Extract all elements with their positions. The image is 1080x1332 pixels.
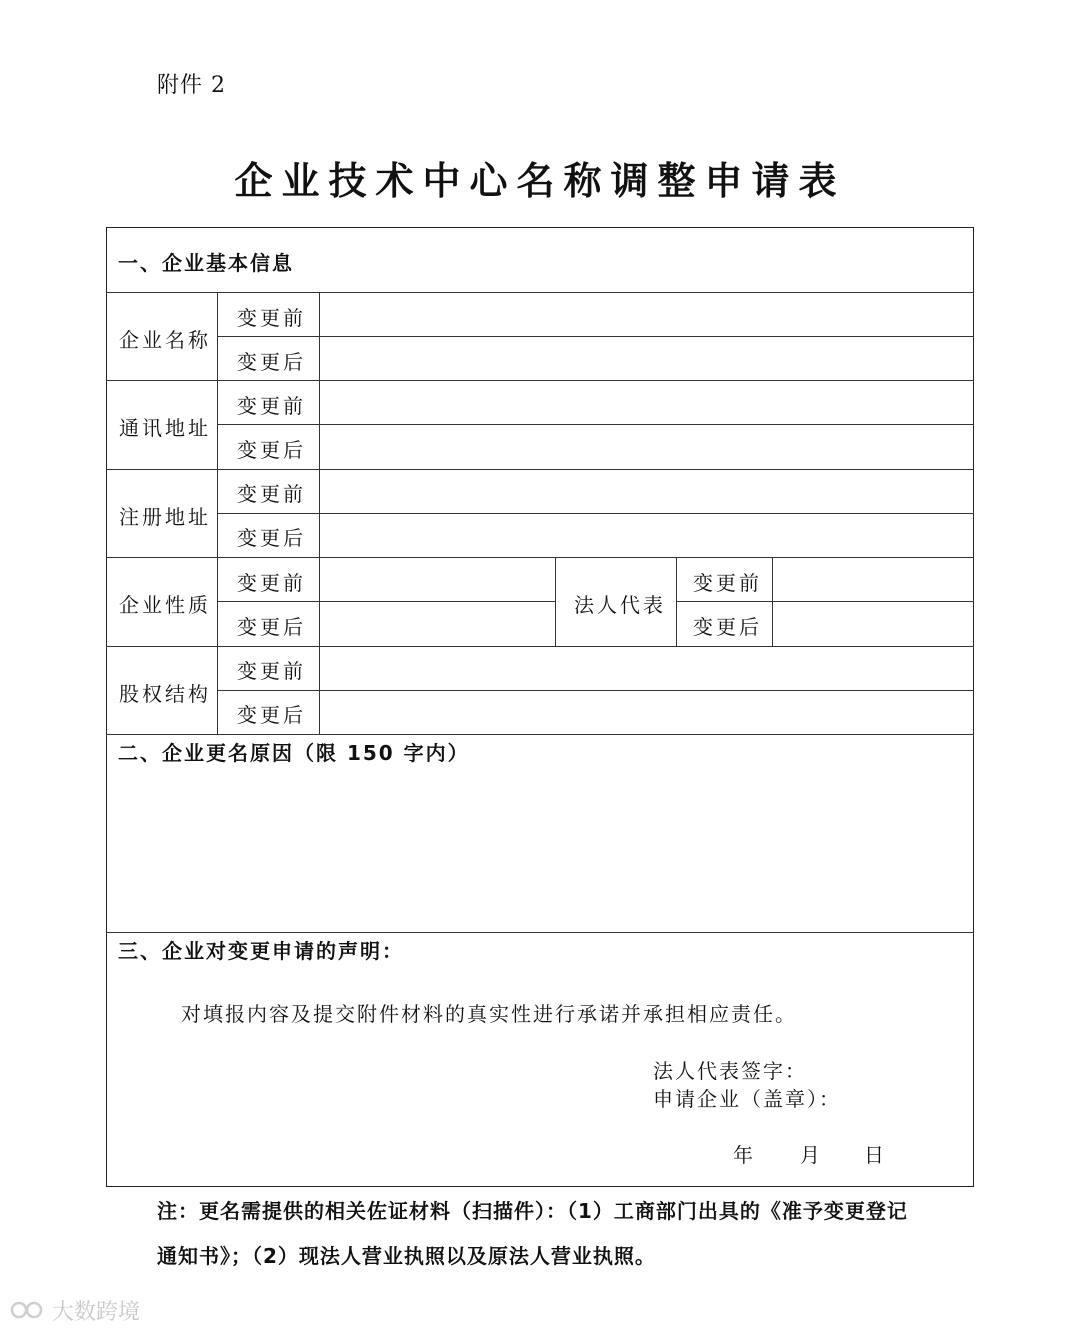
- mailing-address-label: 通讯地址: [119, 416, 211, 440]
- mailing-address-before-label: 变更前: [237, 394, 306, 418]
- note-line-2: 通知书》；（2）现法人营业执照以及原法人营业执照。: [157, 1244, 656, 1268]
- registered-address-before-label: 变更前: [237, 482, 306, 506]
- mailing-address-after-field[interactable]: [320, 425, 973, 468]
- date-day-label: 日: [864, 1143, 886, 1167]
- company-name-before-field[interactable]: [320, 293, 973, 336]
- rename-reason-field[interactable]: [108, 770, 973, 930]
- equity-structure-after-field[interactable]: [320, 691, 973, 734]
- registered-address-label: 注册地址: [119, 505, 211, 529]
- legal-representative-before-label: 变更前: [693, 571, 762, 595]
- legal-representative-before-field[interactable]: [773, 558, 973, 601]
- mailing-address-before-field[interactable]: [320, 381, 973, 424]
- date-month-label: 月: [800, 1143, 822, 1167]
- registered-address-after-label: 变更后: [237, 526, 306, 550]
- registered-address-before-field[interactable]: [320, 470, 973, 513]
- legal-representative-after-label: 变更后: [693, 615, 762, 639]
- company-nature-after-field[interactable]: [320, 602, 554, 645]
- equity-structure-label: 股权结构: [119, 682, 211, 706]
- company-nature-before-field[interactable]: [320, 558, 554, 601]
- legal-rep-signature-label: 法人代表签字：: [653, 1059, 807, 1083]
- legal-representative-label: 法人代表: [574, 593, 666, 617]
- form-title: 企业技术中心名称调整申请表: [234, 159, 846, 203]
- registered-address-after-field[interactable]: [320, 514, 973, 557]
- attachment-label: 附件 2: [157, 73, 226, 98]
- note-line-1: 注：更名需提供的相关佐证材料（扫描件）：（1）工商部门出具的《准予变更登记: [157, 1199, 908, 1223]
- company-stamp-label: 申请企业（盖章）：: [653, 1087, 841, 1111]
- equity-structure-after-label: 变更后: [237, 703, 306, 727]
- company-nature-label: 企业性质: [119, 593, 211, 617]
- company-name-label: 企业名称: [119, 328, 211, 352]
- company-name-after-field[interactable]: [320, 337, 973, 380]
- legal-representative-after-field[interactable]: [773, 602, 973, 645]
- company-nature-after-label: 变更后: [237, 615, 306, 639]
- equity-structure-before-label: 变更前: [237, 659, 306, 683]
- date-year-label: 年: [733, 1143, 755, 1167]
- company-name-before-label: 变更前: [237, 306, 306, 330]
- section-declaration-heading: 三、企业对变更申请的声明：: [118, 939, 404, 963]
- declaration-text: 对填报内容及提交附件材料的真实性进行承诺并承担相应责任。: [181, 1002, 797, 1026]
- watermark-logo-icon: [10, 1299, 50, 1321]
- equity-structure-before-field[interactable]: [320, 647, 973, 690]
- mailing-address-after-label: 变更后: [237, 438, 306, 462]
- watermark-text: 大数跨境: [52, 1300, 141, 1325]
- company-name-after-label: 变更后: [237, 350, 306, 374]
- section-basic-info-heading: 一、企业基本信息: [118, 251, 294, 275]
- company-nature-before-label: 变更前: [237, 571, 306, 595]
- section-rename-reason-heading: 二、企业更名原因（限 150 字内）: [118, 741, 470, 765]
